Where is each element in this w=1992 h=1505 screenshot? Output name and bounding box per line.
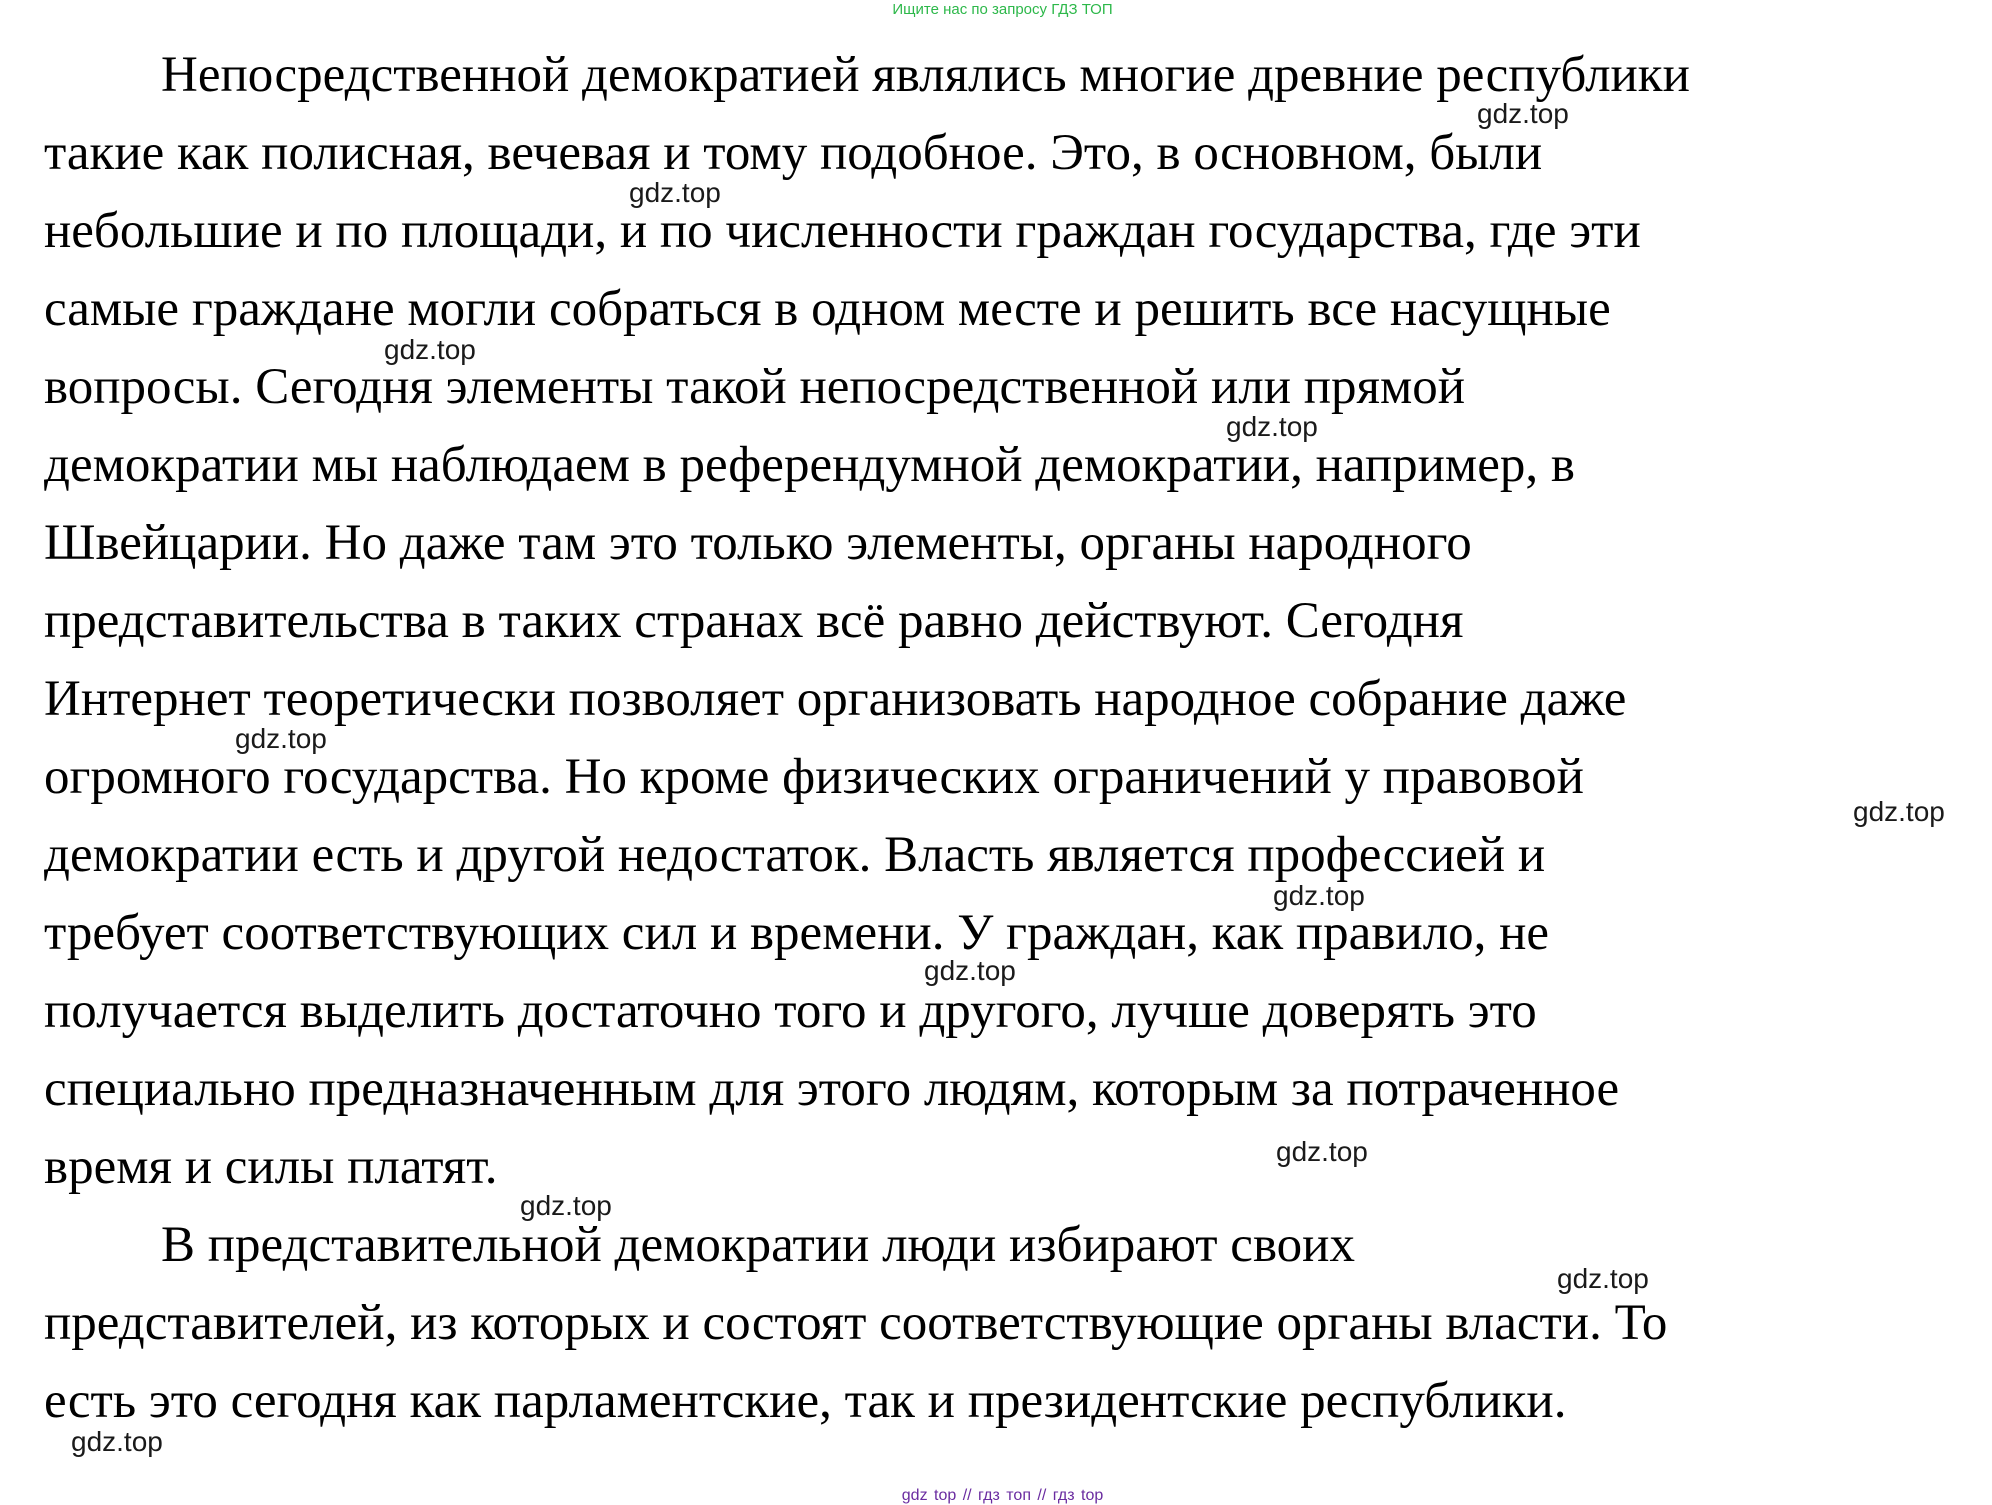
watermark: gdz.top [1276, 1136, 1368, 1167]
text-line: В представительной демократии люди избирают своих [161, 1217, 1355, 1273]
watermark: gdz.top [924, 955, 1016, 986]
watermark: gdz.top [629, 177, 721, 208]
text-line: время и силы платят. [44, 1139, 498, 1195]
text-line: Непосредственной демократией являлись многие древние республики [161, 47, 1690, 103]
text-line: демократии есть и другой недостаток. Власть является профессией и [44, 827, 1546, 883]
text-line: требует соответствующих сил и времени. У граждан, как правило, не [44, 905, 1550, 961]
text-line: Интернет теоретически позволяет организовать народное собрание даже [44, 671, 1627, 727]
text-line: представительства в таких странах всё равно действуют. Сегодня [44, 593, 1464, 649]
top-banner: Ищите нас по запросу ГДЗ ТОП [892, 1, 1113, 18]
text-line: самые граждане могли собраться в одном месте и решить все насущные [44, 281, 1611, 337]
text-line: такие как полисная, вечевая и тому подобное. Это, в основном, были [44, 125, 1543, 181]
text-line: огромного государства. Но кроме физических ограничений у правовой [44, 749, 1584, 805]
watermark: gdz.top [1273, 880, 1365, 911]
watermark: gdz.top [520, 1190, 612, 1221]
text-line: получается выделить достаточно того и другого, лучше доверять это [44, 983, 1537, 1039]
text-line: специально предназначенным для этого людям, которым за потраченное [44, 1061, 1620, 1117]
watermark: gdz.top [71, 1426, 163, 1457]
footer-links: gdz top // гдз топ // гдз top [901, 1487, 1104, 1504]
text-line: небольшие и по площади, и по численности граждан государства, где эти [44, 203, 1641, 259]
text-line: Швейцарии. Но даже там это только элементы, органы народного [44, 515, 1472, 571]
text-line: есть это сегодня как парламентские, так и президентские республики. [44, 1373, 1567, 1429]
watermark: gdz.top [384, 334, 476, 365]
text-line: демократии мы наблюдаем в референдумной демократии, например, в [44, 437, 1575, 493]
watermark: gdz.top [1477, 98, 1569, 129]
watermark: gdz.top [1557, 1263, 1649, 1294]
watermark: gdz.top [1853, 796, 1945, 827]
watermark: gdz.top [1226, 411, 1318, 442]
text-line: представителей, из которых и состоят соответствующие органы власти. То [44, 1295, 1668, 1351]
watermark: gdz.top [235, 723, 327, 754]
text-line: вопросы. Сегодня элементы такой непосредственной или прямой [44, 359, 1466, 415]
